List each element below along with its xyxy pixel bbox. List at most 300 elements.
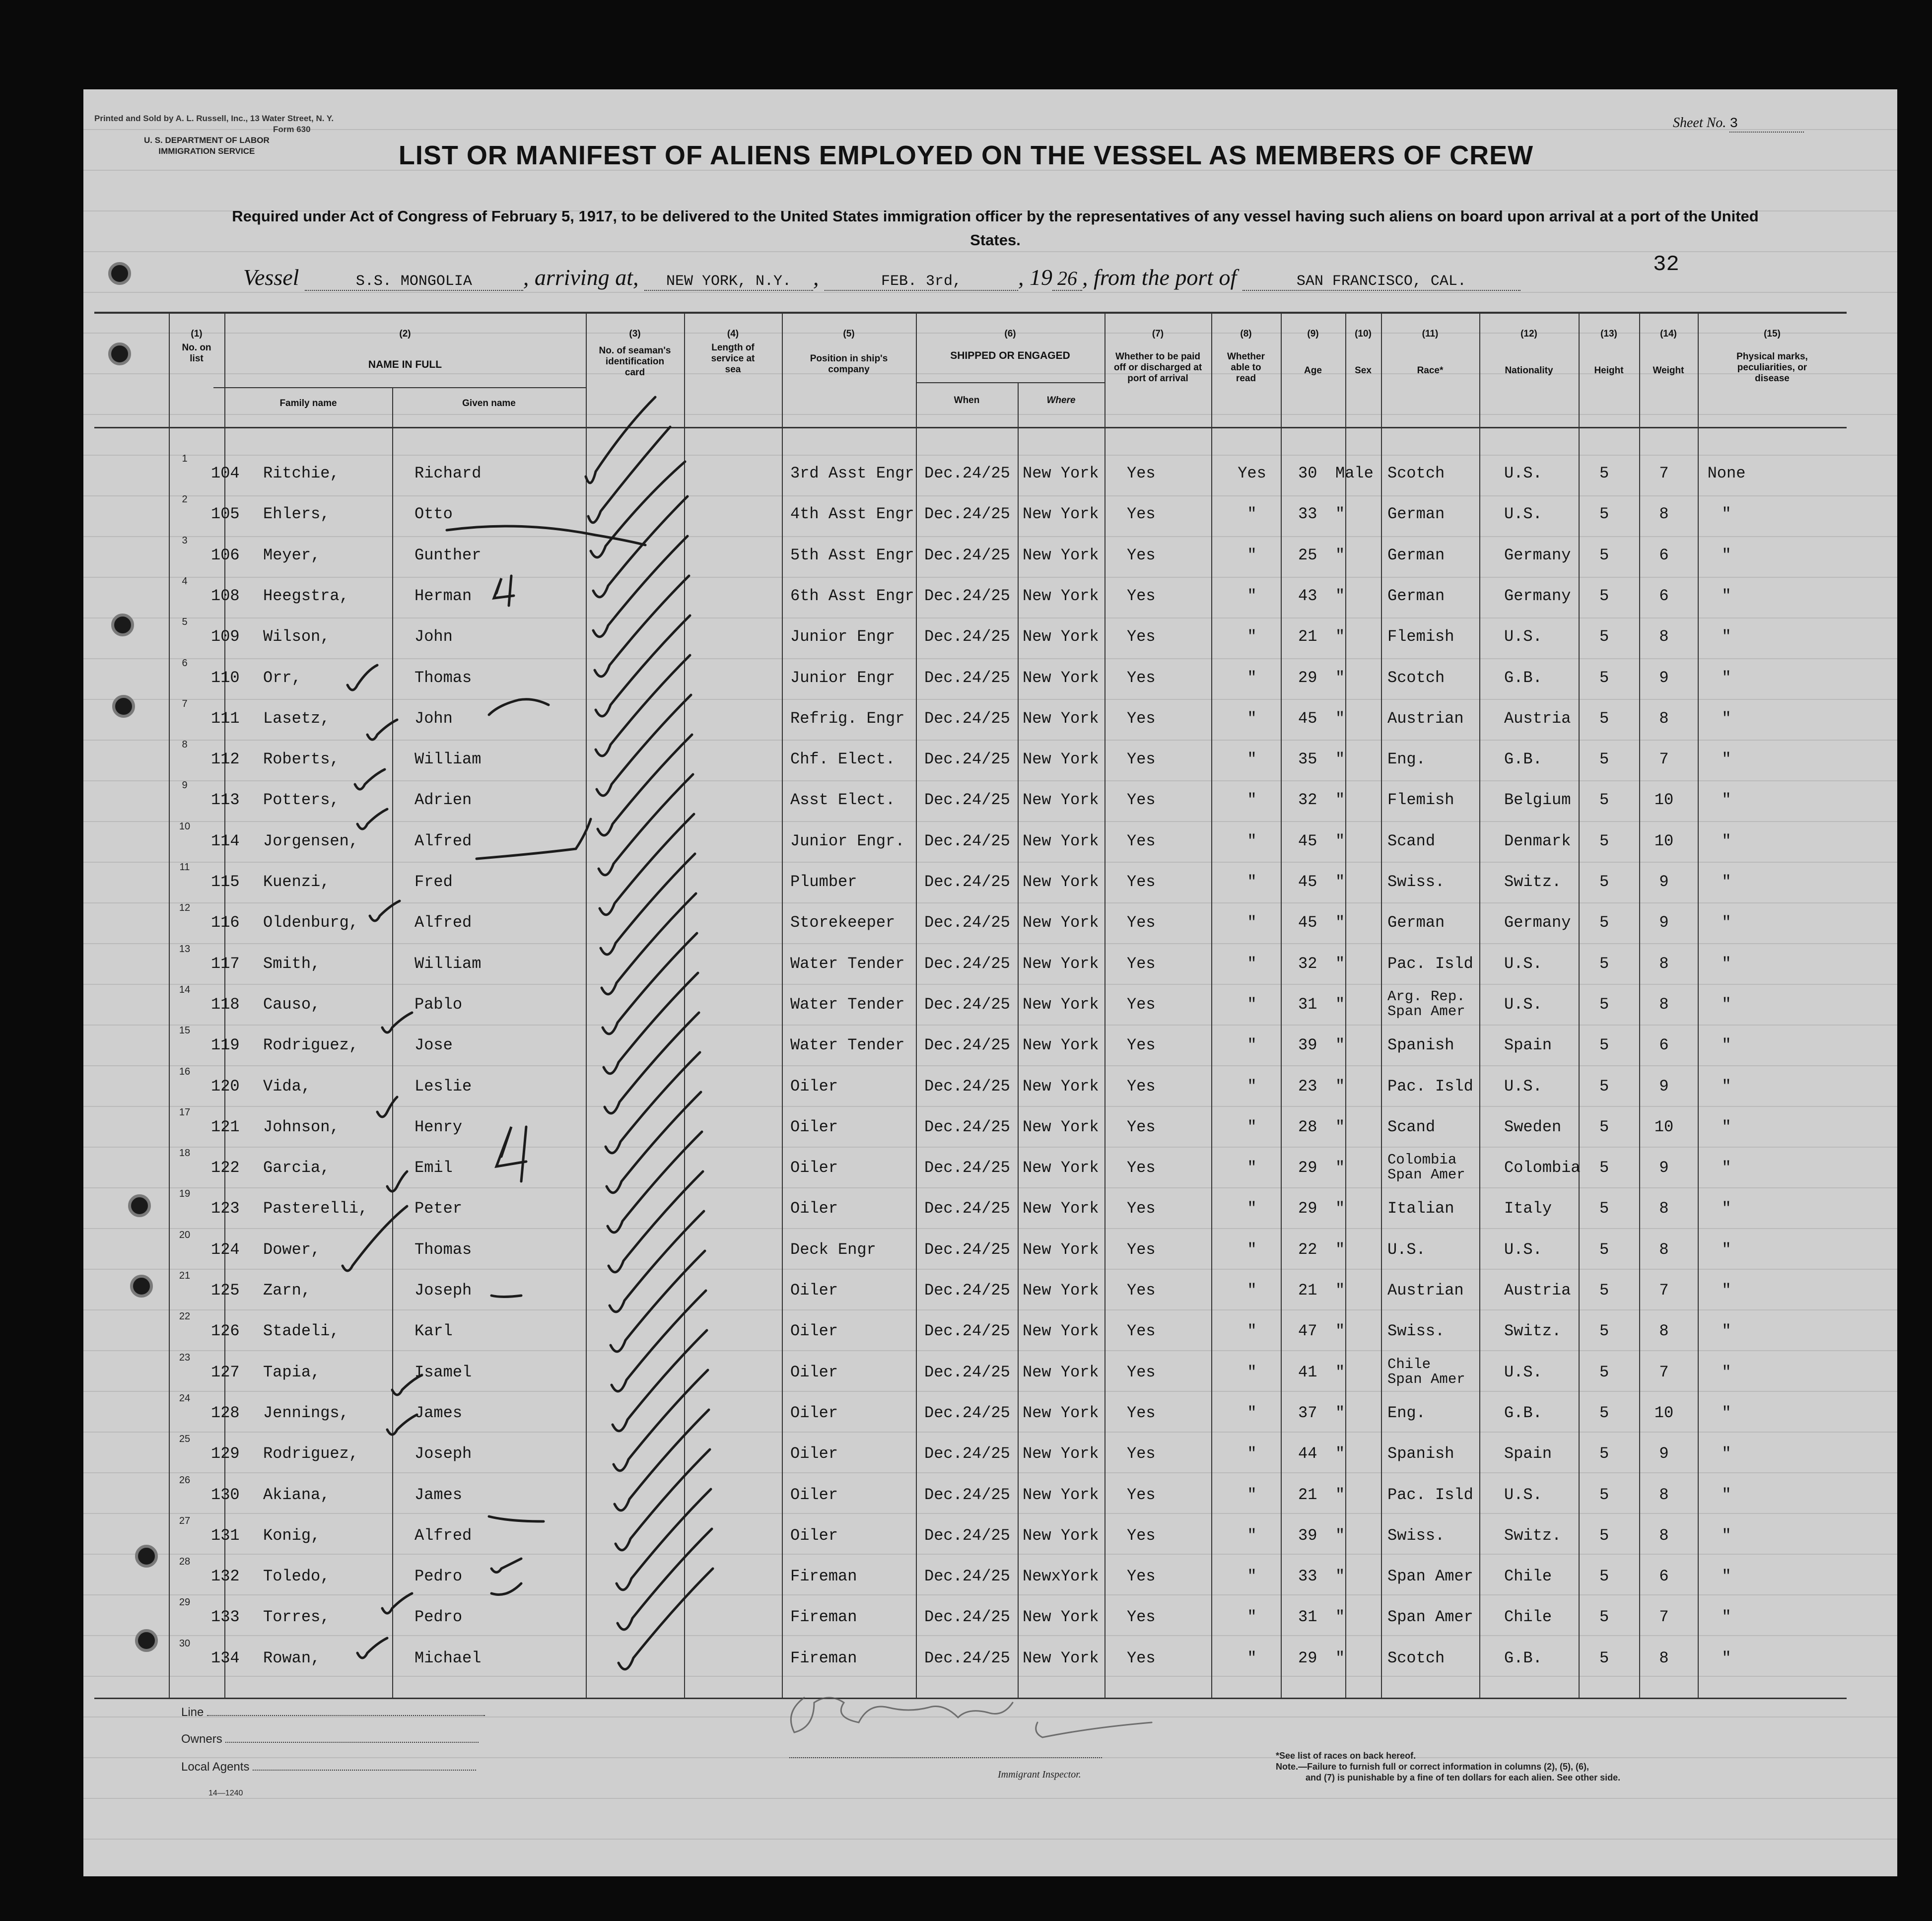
- height: 5: [1599, 1526, 1609, 1545]
- physical-marks: ": [1722, 995, 1731, 1014]
- height: 5: [1599, 464, 1609, 482]
- height: 5: [1599, 1077, 1609, 1096]
- paid-off: Yes: [1127, 1567, 1156, 1585]
- list-number: 134: [211, 1649, 240, 1667]
- nationality: Belgium: [1504, 791, 1571, 809]
- age: 45: [1298, 913, 1317, 932]
- shipped-when: Dec.24/25: [924, 791, 1010, 809]
- position: Oiler: [790, 1363, 838, 1381]
- weight: 7: [1659, 750, 1669, 768]
- race: Pac. Isld: [1387, 1077, 1473, 1096]
- nationality: Spain: [1504, 1036, 1552, 1054]
- weight: 9: [1659, 913, 1669, 932]
- nationality: Switz.: [1504, 873, 1562, 891]
- row-number: 9: [182, 780, 188, 791]
- shipped-when: Dec.24/25: [924, 709, 1010, 728]
- position: Water Tender: [790, 955, 905, 973]
- race: Austrian: [1387, 709, 1464, 728]
- footer-line: Line: [181, 1706, 485, 1719]
- shipped-where: New York: [1023, 464, 1099, 482]
- height: 5: [1599, 1608, 1609, 1626]
- shipped-where: New York: [1023, 1444, 1099, 1463]
- paid-off: Yes: [1127, 1486, 1156, 1504]
- shipped-where: New York: [1023, 1608, 1099, 1626]
- col-header-race: (11) Race*: [1417, 329, 1444, 376]
- list-number: 111: [211, 709, 240, 728]
- nationality: Colombia: [1504, 1159, 1581, 1177]
- sex: ": [1335, 1649, 1345, 1667]
- given-name: Henry: [414, 1118, 463, 1136]
- physical-marks: ": [1722, 1526, 1731, 1545]
- physical-marks: ": [1722, 832, 1731, 850]
- nationality: Germany: [1504, 913, 1571, 932]
- list-number: 108: [211, 587, 240, 605]
- family-name: Smith,: [263, 955, 321, 973]
- race: German: [1387, 546, 1445, 564]
- col-header-marks: (15) Physical marks, peculiarities, or disease: [1736, 329, 1808, 384]
- paid-off: Yes: [1127, 955, 1156, 973]
- row-number: 27: [179, 1515, 191, 1526]
- race: Pac. Isld: [1387, 1486, 1473, 1504]
- shipped-when: Dec.24/25: [924, 1444, 1010, 1463]
- race-line-2: Span Amer: [1387, 1371, 1465, 1387]
- shipped-where: New York: [1023, 1404, 1099, 1422]
- position: 6th Asst Engr: [790, 587, 914, 605]
- family-name: Lasetz,: [263, 709, 330, 728]
- weight: 10: [1654, 1118, 1674, 1136]
- height: 5: [1599, 913, 1609, 932]
- shipped-where: New York: [1023, 1363, 1099, 1381]
- list-number: 127: [211, 1363, 240, 1381]
- sex: ": [1335, 1077, 1345, 1096]
- given-name: Joseph: [414, 1281, 472, 1300]
- shipped-when: Dec.24/25: [924, 1077, 1010, 1096]
- physical-marks: ": [1722, 1649, 1731, 1667]
- shipped-when: Dec.24/25: [924, 1159, 1010, 1177]
- row-number: 15: [179, 1025, 191, 1036]
- physical-marks: ": [1722, 709, 1731, 728]
- weight: 10: [1654, 832, 1674, 850]
- nationality: Spain: [1504, 1444, 1552, 1463]
- paid-off: Yes: [1127, 669, 1156, 687]
- able-to-read: ": [1247, 955, 1257, 973]
- family-name: Tapia,: [263, 1363, 321, 1381]
- shipped-when: Dec.24/25: [924, 995, 1010, 1014]
- shipped-when: Dec.24/25: [924, 832, 1010, 850]
- given-name: Otto: [414, 505, 453, 523]
- family-name: Konig,: [263, 1526, 321, 1545]
- shipped-when: Dec.24/25: [924, 955, 1010, 973]
- list-number: 122: [211, 1159, 240, 1177]
- paid-off: Yes: [1127, 832, 1156, 850]
- row-number: 20: [179, 1230, 191, 1240]
- age: 44: [1298, 1444, 1317, 1463]
- shipped-when: Dec.24/25: [924, 750, 1010, 768]
- age: 35: [1298, 750, 1317, 768]
- given-name: Pablo: [414, 995, 463, 1014]
- list-number: 104: [211, 464, 240, 482]
- physical-marks: ": [1722, 587, 1731, 605]
- sex: ": [1335, 1363, 1345, 1381]
- height: 5: [1599, 709, 1609, 728]
- family-name: Jorgensen,: [263, 832, 359, 850]
- col-header-card: (3) No. of seaman's identification card: [599, 329, 671, 378]
- nationality: Chile: [1504, 1608, 1552, 1626]
- paid-off: Yes: [1127, 1526, 1156, 1545]
- age: 41: [1298, 1363, 1317, 1381]
- paid-off: Yes: [1127, 1159, 1156, 1177]
- sex: ": [1335, 1526, 1345, 1545]
- race: Pac. Isld: [1387, 955, 1473, 973]
- row-number: 4: [182, 576, 188, 587]
- list-number: 121: [211, 1118, 240, 1136]
- height: 5: [1599, 1159, 1609, 1177]
- height: 5: [1599, 669, 1609, 687]
- list-number: 110: [211, 669, 240, 687]
- list-number: 114: [211, 832, 240, 850]
- given-name: Alfred: [414, 913, 472, 932]
- age: 23: [1298, 1077, 1317, 1096]
- sex: ": [1335, 832, 1345, 850]
- sex: Male: [1335, 464, 1374, 482]
- shipped-where: New York: [1023, 1159, 1099, 1177]
- physical-marks: ": [1722, 1486, 1731, 1504]
- age: 39: [1298, 1526, 1317, 1545]
- height: 5: [1599, 1363, 1609, 1381]
- age: 45: [1298, 709, 1317, 728]
- age: 29: [1298, 1649, 1317, 1667]
- family-name: Oldenburg,: [263, 913, 359, 932]
- paid-off: Yes: [1127, 1240, 1156, 1259]
- arrival-date: FEB. 3rd,: [825, 273, 1018, 291]
- able-to-read: ": [1247, 1159, 1257, 1177]
- weight: 7: [1659, 1608, 1669, 1626]
- weight: 7: [1659, 1363, 1669, 1381]
- sex: ": [1335, 709, 1345, 728]
- sex: ": [1335, 995, 1345, 1014]
- nationality: G.B.: [1504, 1649, 1542, 1667]
- weight: 10: [1654, 791, 1674, 809]
- family-name: Dower,: [263, 1240, 321, 1259]
- height: 5: [1599, 1240, 1609, 1259]
- position: Oiler: [790, 1444, 838, 1463]
- height: 5: [1599, 1199, 1609, 1218]
- family-name: Rowan,: [263, 1649, 321, 1667]
- age: 21: [1298, 1486, 1317, 1504]
- weight: 8: [1659, 1240, 1669, 1259]
- col-header-shipped: (6) SHIPPED OR ENGAGED: [950, 329, 1070, 361]
- shipped-when: Dec.24/25: [924, 546, 1010, 564]
- shipped-where: New York: [1023, 791, 1099, 809]
- family-name: Roberts,: [263, 750, 340, 768]
- row-number: 24: [179, 1393, 191, 1404]
- able-to-read: ": [1247, 995, 1257, 1014]
- col-header-paid: (7) Whether to be paid off or discharged at port of arrival: [1113, 329, 1202, 384]
- position: Oiler: [790, 1322, 838, 1340]
- age: 21: [1298, 627, 1317, 646]
- shipped-where: New York: [1023, 1322, 1099, 1340]
- family-name: Toledo,: [263, 1567, 330, 1585]
- sex: ": [1335, 1199, 1345, 1218]
- height: 5: [1599, 546, 1609, 564]
- shipped-where: New York: [1023, 709, 1099, 728]
- position: Oiler: [790, 1118, 838, 1136]
- sex: ": [1335, 873, 1345, 891]
- able-to-read: ": [1247, 1118, 1257, 1136]
- list-number: 133: [211, 1608, 240, 1626]
- race: Eng.: [1387, 1404, 1426, 1422]
- paid-off: Yes: [1127, 995, 1156, 1014]
- height: 5: [1599, 587, 1609, 605]
- weight: 6: [1659, 587, 1669, 605]
- able-to-read: ": [1247, 1322, 1257, 1340]
- physical-marks: ": [1722, 669, 1731, 687]
- nationality: U.S.: [1504, 1486, 1542, 1504]
- nationality: U.S.: [1504, 1363, 1542, 1381]
- weight: 8: [1659, 505, 1669, 523]
- paid-off: Yes: [1127, 1363, 1156, 1381]
- race: Scotch: [1387, 669, 1445, 687]
- family-name: Pasterelli,: [263, 1199, 368, 1218]
- family-name: Rodriguez,: [263, 1036, 359, 1054]
- able-to-read: ": [1247, 1567, 1257, 1585]
- nationality: Austria: [1504, 1281, 1571, 1300]
- col-header-sex: (10) Sex: [1355, 329, 1372, 376]
- footer-note: *See list of races on back hereof. Note.—Failure to furnish full or correct information in columns (2), (5), (6), and (7) is punishable by a fine of ten dollars for each alien. See other side.: [1276, 1751, 1621, 1783]
- shipped-where: New York: [1023, 1240, 1099, 1259]
- age: 29: [1298, 1159, 1317, 1177]
- row-number: 18: [179, 1148, 191, 1159]
- row-number: 10: [179, 821, 191, 832]
- weight: 8: [1659, 1486, 1669, 1504]
- family-name: Rodriguez,: [263, 1444, 359, 1463]
- physical-marks: ": [1722, 913, 1731, 932]
- nationality: U.S.: [1504, 1240, 1542, 1259]
- physical-marks: ": [1722, 1322, 1731, 1340]
- age: 37: [1298, 1404, 1317, 1422]
- age: 31: [1298, 995, 1317, 1014]
- able-to-read: ": [1247, 1077, 1257, 1096]
- family-name: Meyer,: [263, 546, 321, 564]
- race-line-1: Chile: [1387, 1356, 1431, 1372]
- list-number: 131: [211, 1526, 240, 1545]
- nationality: Sweden: [1504, 1118, 1562, 1136]
- given-name: Fred: [414, 873, 453, 891]
- age: 32: [1298, 955, 1317, 973]
- weight: 8: [1659, 627, 1669, 646]
- handwritten-number: 32: [1653, 252, 1679, 277]
- nationality: Denmark: [1504, 832, 1571, 850]
- able-to-read: ": [1247, 1486, 1257, 1504]
- col-header-when: When: [954, 395, 980, 406]
- page-title: LIST OR MANIFEST OF ALIENS EMPLOYED ON THE VESSEL AS MEMBERS OF CREW: [398, 140, 1534, 170]
- sex: ": [1335, 505, 1345, 523]
- list-number: 123: [211, 1199, 240, 1218]
- height: 5: [1599, 1649, 1609, 1667]
- race: Austrian: [1387, 1281, 1464, 1300]
- given-name: Joseph: [414, 1444, 472, 1463]
- age: 39: [1298, 1036, 1317, 1054]
- shipped-where: New York: [1023, 1118, 1099, 1136]
- col-header-no: (1) No. on list: [182, 329, 211, 364]
- race: German: [1387, 587, 1445, 605]
- row-number: 8: [182, 739, 188, 750]
- position: Oiler: [790, 1281, 838, 1300]
- col-header-age: (9) Age: [1304, 329, 1322, 376]
- nationality: G.B.: [1504, 750, 1542, 768]
- sex: ": [1335, 1567, 1345, 1585]
- race: Italian: [1387, 1199, 1454, 1218]
- race-line-1: Arg. Rep.: [1387, 988, 1465, 1005]
- shipped-where: New York: [1023, 1486, 1099, 1504]
- list-number: 116: [211, 913, 240, 932]
- family-name: Orr,: [263, 669, 301, 687]
- physical-marks: ": [1722, 1240, 1731, 1259]
- given-name: Leslie: [414, 1077, 472, 1096]
- age: 31: [1298, 1608, 1317, 1626]
- position: Oiler: [790, 1077, 838, 1096]
- sex: ": [1335, 791, 1345, 809]
- shipped-where: New York: [1023, 627, 1099, 646]
- able-to-read: ": [1247, 791, 1257, 809]
- able-to-read: Yes: [1238, 464, 1266, 482]
- race: German: [1387, 913, 1445, 932]
- shipped-where: New York: [1023, 832, 1099, 850]
- weight: 9: [1659, 1159, 1669, 1177]
- paid-off: Yes: [1127, 750, 1156, 768]
- shipped-when: Dec.24/25: [924, 1567, 1010, 1585]
- shipped-where: New York: [1023, 1281, 1099, 1300]
- race: Spanish: [1387, 1444, 1454, 1463]
- able-to-read: ": [1247, 1444, 1257, 1463]
- age: 33: [1298, 505, 1317, 523]
- row-number: 21: [179, 1270, 191, 1281]
- age: 28: [1298, 1118, 1317, 1136]
- shipped-when: Dec.24/25: [924, 1240, 1010, 1259]
- row-number: 25: [179, 1434, 191, 1444]
- race-line-2: Span Amer: [1387, 1166, 1465, 1183]
- shipped-where: New York: [1023, 873, 1099, 891]
- list-number: 130: [211, 1486, 240, 1504]
- shipped-when: Dec.24/25: [924, 1363, 1010, 1381]
- shipped-when: Dec.24/25: [924, 1486, 1010, 1504]
- weight: 8: [1659, 709, 1669, 728]
- paid-off: Yes: [1127, 1444, 1156, 1463]
- age: 43: [1298, 587, 1317, 605]
- sex: ": [1335, 1444, 1345, 1463]
- sex: ": [1335, 669, 1345, 687]
- shipped-where: New York: [1023, 955, 1099, 973]
- given-name: John: [414, 709, 453, 728]
- row-number: 30: [179, 1638, 191, 1649]
- paid-off: Yes: [1127, 464, 1156, 482]
- row-number: 14: [179, 984, 191, 995]
- position: Refrig. Engr: [790, 709, 905, 728]
- race: Scotch: [1387, 1649, 1445, 1667]
- col-header-where: Where: [1046, 395, 1076, 406]
- physical-marks: ": [1722, 546, 1731, 564]
- given-name: Alfred: [414, 832, 472, 850]
- physical-marks: ": [1722, 1036, 1731, 1054]
- family-name: Jennings,: [263, 1404, 349, 1422]
- nationality: Switz.: [1504, 1526, 1562, 1545]
- position: 5th Asst Engr: [790, 546, 914, 564]
- given-name: Gunther: [414, 546, 482, 564]
- shipped-where: New York: [1023, 505, 1099, 523]
- col-header-position: (5) Position in ship's company: [810, 329, 888, 375]
- physical-marks: ": [1722, 1118, 1731, 1136]
- given-name: William: [414, 955, 482, 973]
- given-name: Pedro: [414, 1608, 463, 1626]
- physical-marks: ": [1722, 1404, 1731, 1422]
- height: 5: [1599, 1118, 1609, 1136]
- paid-off: Yes: [1127, 1608, 1156, 1626]
- weight: 8: [1659, 995, 1669, 1014]
- row-number: 23: [179, 1352, 191, 1363]
- height: 5: [1599, 995, 1609, 1014]
- shipped-when: Dec.24/25: [924, 1281, 1010, 1300]
- race: Span Amer: [1387, 1567, 1473, 1585]
- paid-off: Yes: [1127, 1118, 1156, 1136]
- given-name: Emil: [414, 1159, 453, 1177]
- weight: 9: [1659, 1077, 1669, 1096]
- physical-marks: ": [1722, 1608, 1731, 1626]
- family-name: Wilson,: [263, 627, 330, 646]
- height: 5: [1599, 627, 1609, 646]
- col-header-height: (13) Height: [1594, 329, 1624, 376]
- from-port: SAN FRANCISCO, CAL.: [1242, 273, 1520, 291]
- race: Swiss.: [1387, 1526, 1445, 1545]
- nationality: Chile: [1504, 1567, 1552, 1585]
- position: Fireman: [790, 1567, 857, 1585]
- row-number: 2: [182, 494, 188, 505]
- position: Oiler: [790, 1199, 838, 1218]
- vessel-line: Vessel S.S. MONGOLIA , arriving at, NEW YORK, N.Y. , FEB. 3rd, , 19 26 , from the port of SAN FRANCISCO, CAL.: [243, 264, 1520, 291]
- nationality: U.S.: [1504, 955, 1542, 973]
- sex: ": [1335, 1608, 1345, 1626]
- position: Fireman: [790, 1649, 857, 1667]
- age: 45: [1298, 873, 1317, 891]
- position: Deck Engr: [790, 1240, 876, 1259]
- given-name: Isamel: [414, 1363, 472, 1381]
- able-to-read: ": [1247, 587, 1257, 605]
- shipped-where: New York: [1023, 1077, 1099, 1096]
- able-to-read: ": [1247, 627, 1257, 646]
- physical-marks: ": [1722, 1199, 1731, 1218]
- col-header-read: (8) Whether able to read: [1227, 329, 1265, 384]
- row-number: 19: [179, 1188, 191, 1199]
- requirement-text: Required under Act of Congress of February 5, 1917, to be delivered to the United States immigration officer by the representatives of any vessel having such aliens on board upon arrival at a port of the United States.: [232, 207, 1759, 249]
- race: Span Amer: [1387, 1608, 1473, 1626]
- list-number: 124: [211, 1240, 240, 1259]
- row-number: 13: [179, 944, 191, 955]
- row-number: 11: [179, 862, 190, 873]
- immigrant-inspector-label: Immigrant Inspector.: [998, 1769, 1081, 1780]
- race: Flemish: [1387, 791, 1454, 809]
- col-header-family: Family name: [279, 398, 337, 409]
- physical-marks: ": [1722, 1444, 1731, 1463]
- position: Fireman: [790, 1608, 857, 1626]
- weight: 8: [1659, 1322, 1669, 1340]
- list-number: 125: [211, 1281, 240, 1300]
- given-name: Richard: [414, 464, 482, 482]
- physical-marks: ": [1722, 505, 1731, 523]
- race: U.S.: [1387, 1240, 1426, 1259]
- position: Chf. Elect.: [790, 750, 896, 768]
- list-number: 126: [211, 1322, 240, 1340]
- given-name: William: [414, 750, 482, 768]
- race-line-1: Colombia: [1387, 1152, 1457, 1168]
